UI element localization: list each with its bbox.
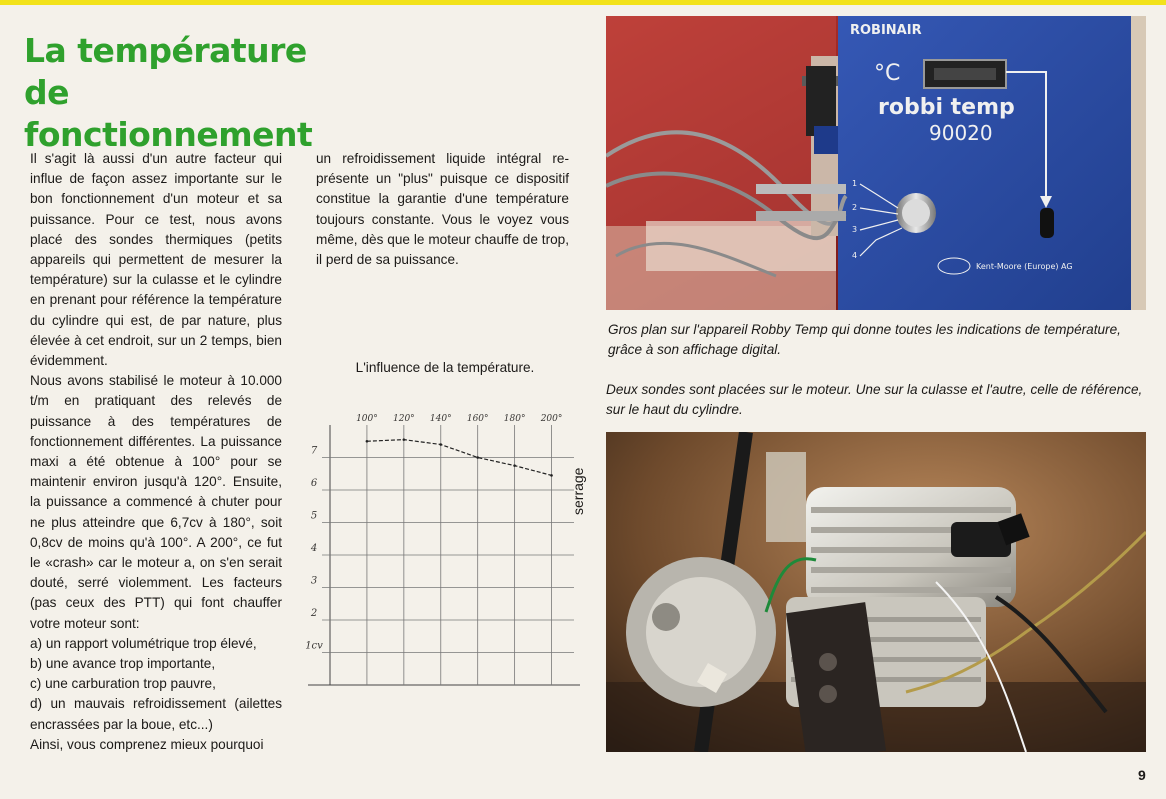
list-item: d) un mauvais refroidissement (ailettes encrassées par la boue, etc...) <box>30 696 282 732</box>
y-tick-label: 3 <box>310 575 318 587</box>
x-tick-label: 120° <box>393 414 415 424</box>
probe-plug-icon <box>756 211 846 221</box>
probe-number: 4 <box>852 251 858 260</box>
probe-plug-icon <box>756 184 846 194</box>
x-tick-label: 140° <box>429 414 452 424</box>
chart-y-ticks <box>305 446 323 652</box>
list-item: a) un rapport volumétrique trop élevé, <box>30 635 257 651</box>
engine-illustration <box>606 432 1146 752</box>
y-tick-label: 7 <box>310 445 318 457</box>
unit-text: °C <box>874 61 901 86</box>
data-point <box>550 474 553 477</box>
article-column-1 <box>30 149 282 755</box>
brand-text: ROBINAIR <box>850 23 922 38</box>
list-item: b) une avance trop importante, <box>30 656 216 672</box>
probe-number: 2 <box>852 203 858 212</box>
chart-annotation-serrage: serrage <box>570 467 586 515</box>
probe-number: 1 <box>852 179 858 188</box>
data-point <box>439 443 442 446</box>
y-tick-label: 4 <box>310 543 318 554</box>
photo-caption-2: Deux sondes sont placées sur le moteur. Une sur la culasse et l'autre, celle de référence, sur le haut du cylindre. <box>606 382 1143 417</box>
y-tick-label: 6 <box>310 478 318 489</box>
probe-number: 3 <box>852 225 858 234</box>
chart-x-ticks <box>356 414 562 424</box>
robbi-temp-photo <box>606 16 1146 310</box>
chart-svg <box>300 405 590 710</box>
photo-caption-1: Gros plan sur l'appareil Robby Temp qui donne toutes les indications de température, grâce à son affichage digital. <box>608 322 1121 357</box>
x-tick-label: 200° <box>540 414 563 424</box>
y-tick-label: 2 <box>310 608 318 619</box>
x-tick-label: 160° <box>466 414 489 424</box>
paragraph-continued: un refroidissement liquide intégral représente un "plus" puisque ce dispositif constitue la garantie d'une température toujours constante. Vous le voyez vous même, dès que le moteur chauffe de trop, il perd de sa puissance. <box>316 151 569 268</box>
chart-title: L'influence de la température. <box>355 360 535 375</box>
top-yellow-bar <box>0 0 1166 5</box>
paragraph-3: Ainsi, vous comprenez mieux pourquoi <box>30 736 264 752</box>
robbi-temp-illustration <box>606 16 1146 310</box>
article-column-2 <box>316 149 569 270</box>
paragraph-1: Il s'agit là aussi d'un autre facteur qui influe de façon assez importante sur le bon fonctionnement d'un moteur et sa puissance. Pour ce test, nous avons placé des sondes thermiques (petits appareils qui permettent de mesurer la température) sur la culasse et le cylindre en prenant pour référence la température du cylindre qui est, de par nature, plus élevée à cet endroit, sur un 2 temps, bien évidemment. <box>30 151 282 369</box>
y-tick-label: 1cv <box>305 640 323 652</box>
list-item: c) une carburation trop pauvre, <box>30 676 216 692</box>
paragraph-2: Nous avons stabilisé le moteur à 10.000 t/m en pratiquant des relevés de puissance à des températures de fonctionnement différentes. La puissance maxi a été obtenue à 100° pour se maintenir environ jusqu'à 120°. Ensuite, la puissance a commencé à chuter pour ne plus atteindre que 6,7cv à 180°, soit 0,8cv de moins qu'à 100°. A 200°, ce fut le «crash» car le moteur a, on s'en serait douté, serré violemment. Les facteurs (pas ceux des PTT) qui font chauffer votre moteur sont: <box>30 373 282 631</box>
y-tick-label: 5 <box>310 510 318 522</box>
data-point <box>366 440 369 443</box>
chart-grid <box>308 425 580 685</box>
page-title <box>24 30 364 156</box>
temperature-chart <box>300 405 590 710</box>
x-tick-label: 100° <box>356 414 378 424</box>
title-line-1: La température <box>24 31 307 70</box>
product-code-text: 90020 <box>929 121 993 145</box>
maker-text: Kent-Moore (Europe) AG <box>976 262 1073 271</box>
data-point <box>513 464 516 467</box>
data-point <box>476 456 479 459</box>
title-line-2: de fonctionnement <box>24 73 313 154</box>
product-name-text: robbi temp <box>878 95 1015 120</box>
x-tick-label: 180° <box>503 414 526 424</box>
page-number: 9 <box>1138 767 1146 783</box>
data-point <box>403 438 406 441</box>
engine-photo <box>606 432 1146 752</box>
toggle-switch-icon <box>1040 208 1054 238</box>
